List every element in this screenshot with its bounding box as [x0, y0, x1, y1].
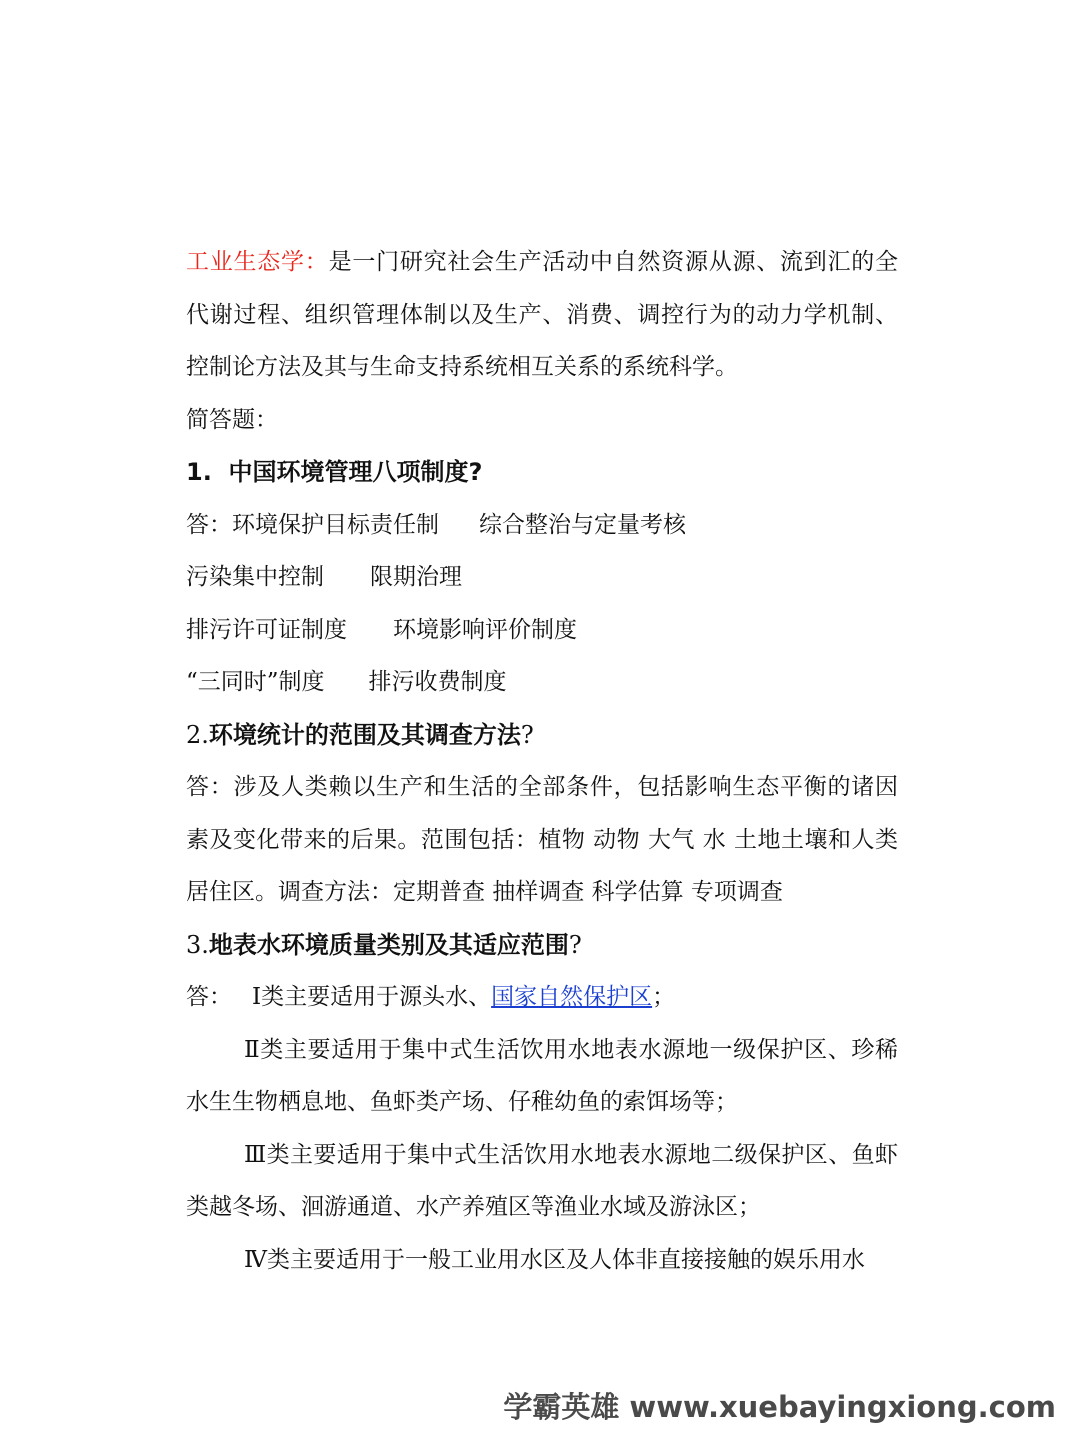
- q3-class4: Ⅳ类主要适用于一般工业用水区及人体非直接接触的娱乐用水: [244, 1246, 865, 1273]
- q3-class1-suffix: ；: [652, 984, 676, 1010]
- q3-number: 3.: [186, 930, 209, 959]
- q3-heading: [186, 919, 898, 972]
- q3-title: 地表水环境质量类别及其适应范围: [208, 930, 569, 959]
- q1-item: 污染集中控制: [186, 564, 324, 590]
- q3-answer-prefix: 答：: [186, 984, 232, 1010]
- nature-reserve-link[interactable]: 国家自然保护区: [491, 984, 653, 1010]
- q1-item: 环境影响评价制度: [393, 616, 577, 643]
- footer-watermark: 学霸英雄 www.xuebayingxiong.com: [503, 1390, 1056, 1424]
- q3-class2: Ⅱ类主要适用于集中式生活饮用水地表水源地一级保护区、珍稀水生生物栖息地、鱼虾类产场、仔稚幼鱼的索饵场等；: [186, 1036, 898, 1115]
- q1-item: “三同时”制度: [186, 669, 325, 695]
- q1-heading: [186, 446, 898, 499]
- q1-answer-row-1: [186, 499, 898, 552]
- q1-answer-row-3: [186, 604, 898, 657]
- q2-heading: [186, 709, 898, 762]
- q2-title: 环境统计的范围及其调查方法: [208, 720, 521, 749]
- q1-item: 综合整治与定量考核: [479, 511, 686, 538]
- q3-class1-text: Ⅰ类主要适用于源头水、: [252, 984, 492, 1010]
- q1-item: 限期治理: [370, 564, 462, 590]
- q3-class1-row: [186, 971, 898, 1024]
- q1-item: 环境保护目标责任制: [232, 511, 439, 538]
- q3-class3: Ⅲ类主要适用于集中式生活饮用水地表水源地二级保护区、鱼虾类越冬场、洄游通道、水产养殖区等渔业水域及游泳区；: [186, 1141, 898, 1220]
- q3-question-mark: ?: [568, 930, 582, 959]
- definition-body: 是一门研究社会生产活动中自然资源从源、流到汇的全代谢过程、组织管理体制以及生产、消费、调控行为的动力学机制、控制论方法及其与生命支持系统相互关系的系统科学。: [186, 249, 899, 380]
- q1-answer-row-4: [186, 656, 898, 709]
- q2-question-mark: ?: [520, 720, 534, 749]
- q1-number: 1.: [186, 458, 212, 486]
- q1-title: 中国环境管理八项制度?: [228, 458, 483, 486]
- q2-number: 2.: [186, 720, 209, 749]
- q1-item: 排污收费制度: [368, 669, 507, 695]
- definition-term: 工业生态学：: [186, 249, 329, 275]
- q2-answer: 答：涉及人类赖以生产和生活的全部条件，包括影响生态平衡的诸因素及变化带来的后果。范围包括：植物 动物 大气 水 土地土壤和人类居住区。调查方法：定期普查 抽样调查 科学估算 专项调查: [186, 774, 898, 905]
- document-body: [186, 236, 898, 1286]
- q1-answer-prefix: 答：: [186, 511, 232, 538]
- q1-answer-row-2: [186, 551, 898, 604]
- section-label: 简答题：: [186, 406, 278, 433]
- definition-paragraph: [186, 236, 898, 394]
- q1-item: 排污许可证制度: [186, 616, 347, 643]
